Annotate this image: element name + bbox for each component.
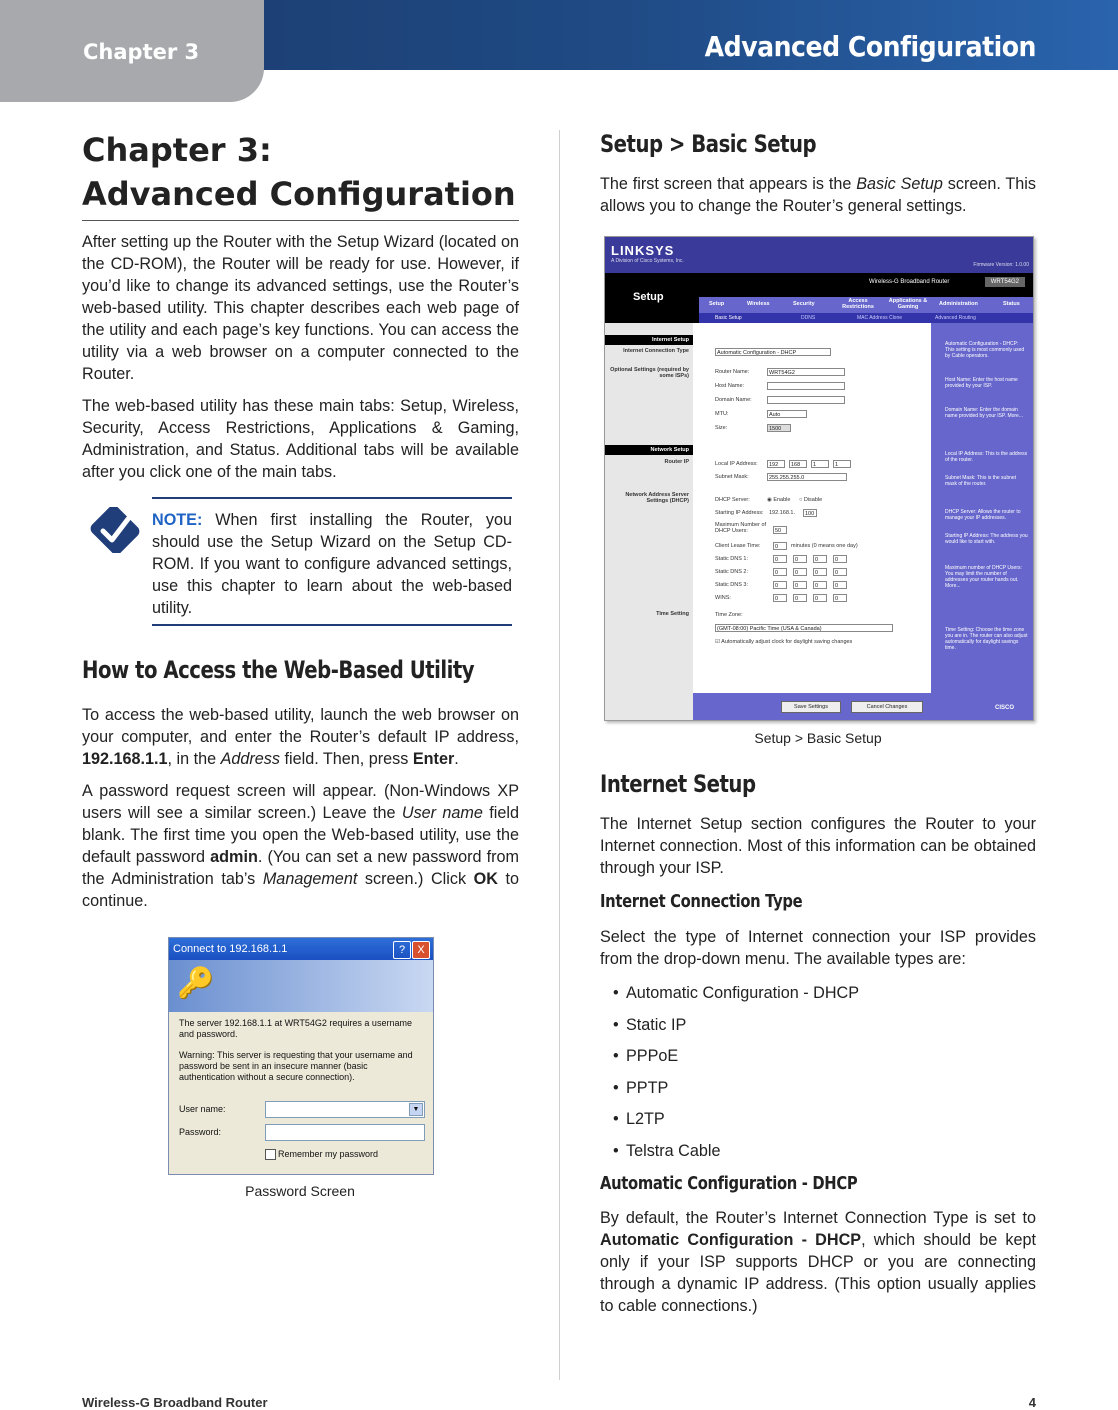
dhcp-disable-radio[interactable]: ○ Disable: [799, 497, 823, 503]
router-help-panel: [931, 323, 1033, 720]
connection-type-select[interactable]: Automatic Configuration - DHCP: [715, 348, 831, 356]
label-optional-settings: Optional Settings (required by some ISPs): [610, 367, 689, 379]
dialog-titlebar: [169, 938, 433, 960]
setup-caption: Setup > Basic Setup: [754, 730, 882, 746]
note-text: [152, 509, 512, 619]
dialog-message-1: The server 192.168.1.1 at WRT54G2 requires a username and password.: [179, 1018, 412, 1039]
chapter-title-line2: Advanced Configuration: [82, 175, 516, 213]
username-input[interactable]: [265, 1101, 425, 1118]
dns3-label: Static DNS 3:: [715, 582, 749, 588]
dialog-title: Connect to 192.168.1.1: [173, 943, 288, 955]
firmware-version: Firmware Version: 1.0.00: [973, 262, 1029, 268]
host-name-input[interactable]: [767, 382, 845, 390]
list-item: • PPPoE: [600, 1041, 1036, 1073]
access-paragraph-2: A password request screen will appear. (Non-Windows XP users will see a similar screen.) Leave the User name field blank. The first time you open the Web-based utility, use the default password admin. (You can set a new password from the Administration tab’s Management screen.) Click OK to continue.: [82, 782, 519, 910]
help-connection-type: Automatic Configuration - DHCP: This setting is most commonly used by Cable operators.: [945, 341, 1025, 359]
tab-administration[interactable]: Administration: [939, 301, 978, 307]
tab-setup[interactable]: Setup: [709, 301, 725, 307]
router-sub-tabs: [699, 313, 1033, 323]
wins-octet-3[interactable]: 0: [813, 594, 827, 602]
wins-octet-2[interactable]: 0: [793, 594, 807, 602]
setup-heading: Setup > Basic Setup: [600, 130, 817, 158]
access-section: [82, 656, 519, 912]
help-max-users: Maximum number of DHCP Users: You may limit the number of addresses your router hands out. More...: [945, 565, 1022, 589]
mtu-select[interactable]: Auto: [767, 410, 807, 418]
chapter-title-line1: Chapter 3:: [82, 131, 272, 169]
ip-octet-2[interactable]: 168: [789, 460, 807, 468]
connection-type-list: [600, 978, 1036, 1167]
dialog-message-2: Warning: This server is requesting that your username and password be sent in an insecure manner (basic authentication without a secure connection).: [179, 1050, 413, 1082]
tab-wireless[interactable]: Wireless: [747, 301, 770, 307]
remember-checkbox[interactable]: [265, 1149, 276, 1160]
password-caption: Password Screen: [245, 1183, 355, 1199]
help-dhcp-server: DHCP Server: Allows the router to manage your IP addresses.: [945, 509, 1021, 521]
dns1-octet-1[interactable]: 0: [773, 555, 787, 563]
max-users-label: Maximum Number of DHCP Users:: [715, 522, 767, 534]
dhcp-heading: Automatic Configuration - DHCP: [600, 1173, 858, 1194]
lease-unit: minutes (0 means one day): [791, 543, 858, 549]
label-connection-type: Internet Connection Type: [623, 348, 689, 354]
internet-setup-section: [600, 770, 1036, 1317]
subnet-select[interactable]: 255.255.255.0: [767, 473, 847, 481]
note-label: NOTE:: [152, 511, 203, 529]
dns2-octet-2[interactable]: 0: [793, 568, 807, 576]
ip-octet-3[interactable]: 1: [811, 460, 829, 468]
dialog-banner: [169, 960, 433, 1012]
wins-octet-4[interactable]: 0: [833, 594, 847, 602]
wins-octet-1[interactable]: 0: [773, 594, 787, 602]
max-users-input[interactable]: 50: [773, 526, 787, 534]
dns1-octet-4[interactable]: 0: [833, 555, 847, 563]
access-paragraph-1: To access the web-based utility, launch the web browser on your computer, and enter the Router’s default IP address, 192.168.1.1, in the Address field. Then, press Enter.: [82, 706, 519, 768]
start-ip-input[interactable]: 100: [803, 509, 817, 517]
list-item: • Static IP: [600, 1010, 1036, 1042]
chapter-heading: [82, 128, 519, 221]
dns3-octet-4[interactable]: 0: [833, 581, 847, 589]
tab-security[interactable]: Security: [793, 301, 815, 307]
internet-setup-paragraph: The Internet Setup section configures the Router to your Internet connection. Most of this information can be obtained through your ISP.: [600, 815, 1036, 877]
close-button[interactable]: X: [412, 941, 430, 959]
host-name-label: Host Name:: [715, 383, 745, 389]
dhcp-server-label: DHCP Server:: [715, 497, 750, 503]
router-topbar: [605, 237, 1033, 273]
note-bottom-rule: [152, 624, 512, 626]
start-ip-label: Starting IP Address:: [715, 510, 764, 516]
dhcp-enable-radio[interactable]: ◉ Enable: [767, 497, 791, 503]
access-heading: How to Access the Web-Based Utility: [82, 656, 475, 684]
checkmark-icon: [88, 507, 142, 553]
intro-section: [82, 231, 519, 483]
column-divider: [559, 130, 560, 1380]
section-internet-setup: Internet Setup: [605, 335, 693, 345]
timezone-label: Time Zone:: [715, 612, 743, 618]
wins-label: WINS:: [715, 595, 731, 601]
dns2-octet-1[interactable]: 0: [773, 568, 787, 576]
router-nav-band: [605, 273, 1033, 323]
subnet-label: Subnet Mask:: [715, 474, 749, 480]
tab-applications-gaming[interactable]: Applications & Gaming: [888, 298, 928, 310]
note-top-rule: [152, 497, 512, 499]
router-screenshot: [604, 236, 1034, 721]
help-start-ip: Starting IP Address: The address you would like to start with.: [945, 533, 1028, 545]
label-router-ip: Router IP: [664, 459, 689, 465]
size-label: Size:: [715, 425, 728, 431]
password-dialog: [168, 937, 434, 1175]
size-input[interactable]: 1500: [767, 424, 791, 432]
router-name-label: Router Name:: [715, 369, 750, 375]
password-label: Password:: [179, 1127, 222, 1137]
dhcp-paragraph: By default, the Router’s Internet Connection Type is set to Automatic Configuration - DHCP, which should be kept only if your ISP supports DHCP or you are connecting through a dynamic IP address. (This option usually applies to cable connections.): [600, 1209, 1036, 1315]
subtab-ddns[interactable]: DDNS: [801, 315, 816, 321]
ict-heading: Internet Connection Type: [600, 891, 803, 912]
lease-label: Client Lease Time:: [715, 543, 761, 549]
internet-setup-heading: Internet Setup: [600, 770, 756, 798]
router-button-bar: [693, 693, 931, 720]
help-domain-name: Domain Name: Enter the domain name provided by your ISP. More...: [945, 407, 1024, 419]
footer-product: Wireless-G Broadband Router: [82, 1395, 268, 1410]
subtab-advanced-routing[interactable]: Advanced Routing: [935, 315, 976, 321]
username-label: User name:: [179, 1104, 226, 1114]
help-host-name: Host Name: Enter the host name provided by your ISP.: [945, 377, 1018, 389]
router-main-tabs: [699, 297, 1033, 313]
dns1-octet-2[interactable]: 0: [793, 555, 807, 563]
keys-icon: 🔑: [177, 967, 215, 1000]
help-subnet: Subnet Mask: This is the subnet mask of the router.: [945, 475, 1017, 487]
list-item: • PPTP: [600, 1073, 1036, 1105]
tab-access-restrictions[interactable]: Access Restrictions: [842, 298, 874, 310]
help-time-setting: Time Setting: Choose the time zone you are in. The router can also adjust automatically for daylight savings time.: [945, 627, 1028, 651]
dst-checkbox[interactable]: ☑ Automatically adjust clock for daylight saving changes: [715, 639, 853, 645]
password-input[interactable]: [265, 1124, 425, 1141]
dns1-octet-3[interactable]: 0: [813, 555, 827, 563]
local-ip-label: Local IP Address:: [715, 461, 758, 467]
ict-paragraph: Select the type of Internet connection your ISP provides from the drop-down menu. The available types are:: [600, 928, 1036, 968]
dns2-octet-4[interactable]: 0: [833, 568, 847, 576]
lease-input[interactable]: 0: [773, 542, 787, 550]
help-button[interactable]: ?: [393, 941, 411, 959]
router-sidebar: [605, 323, 693, 720]
mtu-label: MTU:: [715, 411, 729, 417]
domain-name-input[interactable]: [767, 396, 845, 404]
remember-label: Remember my password: [278, 1149, 379, 1159]
setup-paragraph: The first screen that appears is the Basic Setup screen. This allows you to change the Router’s general settings.: [600, 175, 1036, 215]
linksys-logo: LINKSYS: [611, 243, 675, 258]
dns1-label: Static DNS 1:: [715, 556, 749, 562]
section-network-setup: Network Setup: [605, 445, 693, 455]
cancel-changes-button[interactable]: Cancel Changes: [851, 701, 923, 713]
dns3-octet-3[interactable]: 0: [813, 581, 827, 589]
subtab-mac-clone[interactable]: MAC Address Clone: [857, 315, 903, 321]
label-time-setting: Time Setting: [656, 611, 689, 617]
tab-status[interactable]: Status: [1003, 301, 1020, 307]
dns3-octet-2[interactable]: 0: [793, 581, 807, 589]
setup-section: [600, 130, 1036, 217]
start-ip-prefix: 192.168.1.: [769, 510, 795, 516]
router-product-name: Wireless-G Broadband Router: [869, 279, 950, 285]
note-body: When first installing the Router, you should use the Setup Wizard on the Setup CD-ROM. If you want to configure advanced settings, use this chapter to learn about the web-based utility.: [152, 511, 512, 617]
dns3-octet-1[interactable]: 0: [773, 581, 787, 589]
chevron-down-icon[interactable]: ▼: [409, 1103, 423, 1116]
router-page-title: Setup: [633, 291, 664, 303]
timezone-select[interactable]: (GMT-08:00) Pacific Time (USA & Canada): [715, 624, 893, 632]
cisco-logo: CISCO: [995, 705, 1015, 711]
footer-page-number: 4: [1028, 1395, 1036, 1410]
help-local-ip: Local IP Address: This is the address of the router.: [945, 451, 1028, 463]
list-item: • Telstra Cable: [600, 1136, 1036, 1168]
note-box: [82, 497, 512, 627]
intro-paragraph-2: The web-based utility has these main tabs: Setup, Wireless, Security, Access Restrictions, Applications & Gaming, Administration, and Status. Additional tabs will be available after you click one of the main tabs.: [82, 397, 519, 481]
intro-paragraph-1: After setting up the Router with the Setup Wizard (located on the CD-ROM), the Router will be ready for use. However, if you’d like to change its advanced settings, use the Router’s web-based utility. This chapter describes each web page of the utility and each page’s key functions. You can access the utility via a web browser on a computer connected to the Router.: [82, 233, 519, 383]
header-chapter-label: Chapter 3: [83, 40, 200, 64]
router-model: WRT54G2: [985, 277, 1025, 287]
router-main-form: [693, 323, 931, 693]
save-settings-button[interactable]: Save Settings: [781, 701, 841, 713]
list-item: • L2TP: [600, 1104, 1036, 1136]
label-dhcp-settings: Network Address Server Settings (DHCP): [625, 492, 689, 504]
subtab-basic-setup[interactable]: Basic Setup: [715, 315, 742, 321]
list-item: • Automatic Configuration - DHCP: [600, 978, 1036, 1010]
ip-octet-4[interactable]: 1: [833, 460, 851, 468]
dns2-label: Static DNS 2:: [715, 569, 749, 575]
chapter-title-rule: [82, 220, 519, 221]
ip-octet-1[interactable]: 192: [767, 460, 785, 468]
linksys-subtitle: A Division of Cisco Systems, Inc.: [611, 258, 684, 264]
dialog-body: [169, 1012, 433, 1089]
dns2-octet-3[interactable]: 0: [813, 568, 827, 576]
router-name-input[interactable]: WRT54G2: [767, 368, 845, 376]
header-title: Advanced Configuration: [704, 30, 1036, 63]
domain-name-label: Domain Name:: [715, 397, 752, 403]
